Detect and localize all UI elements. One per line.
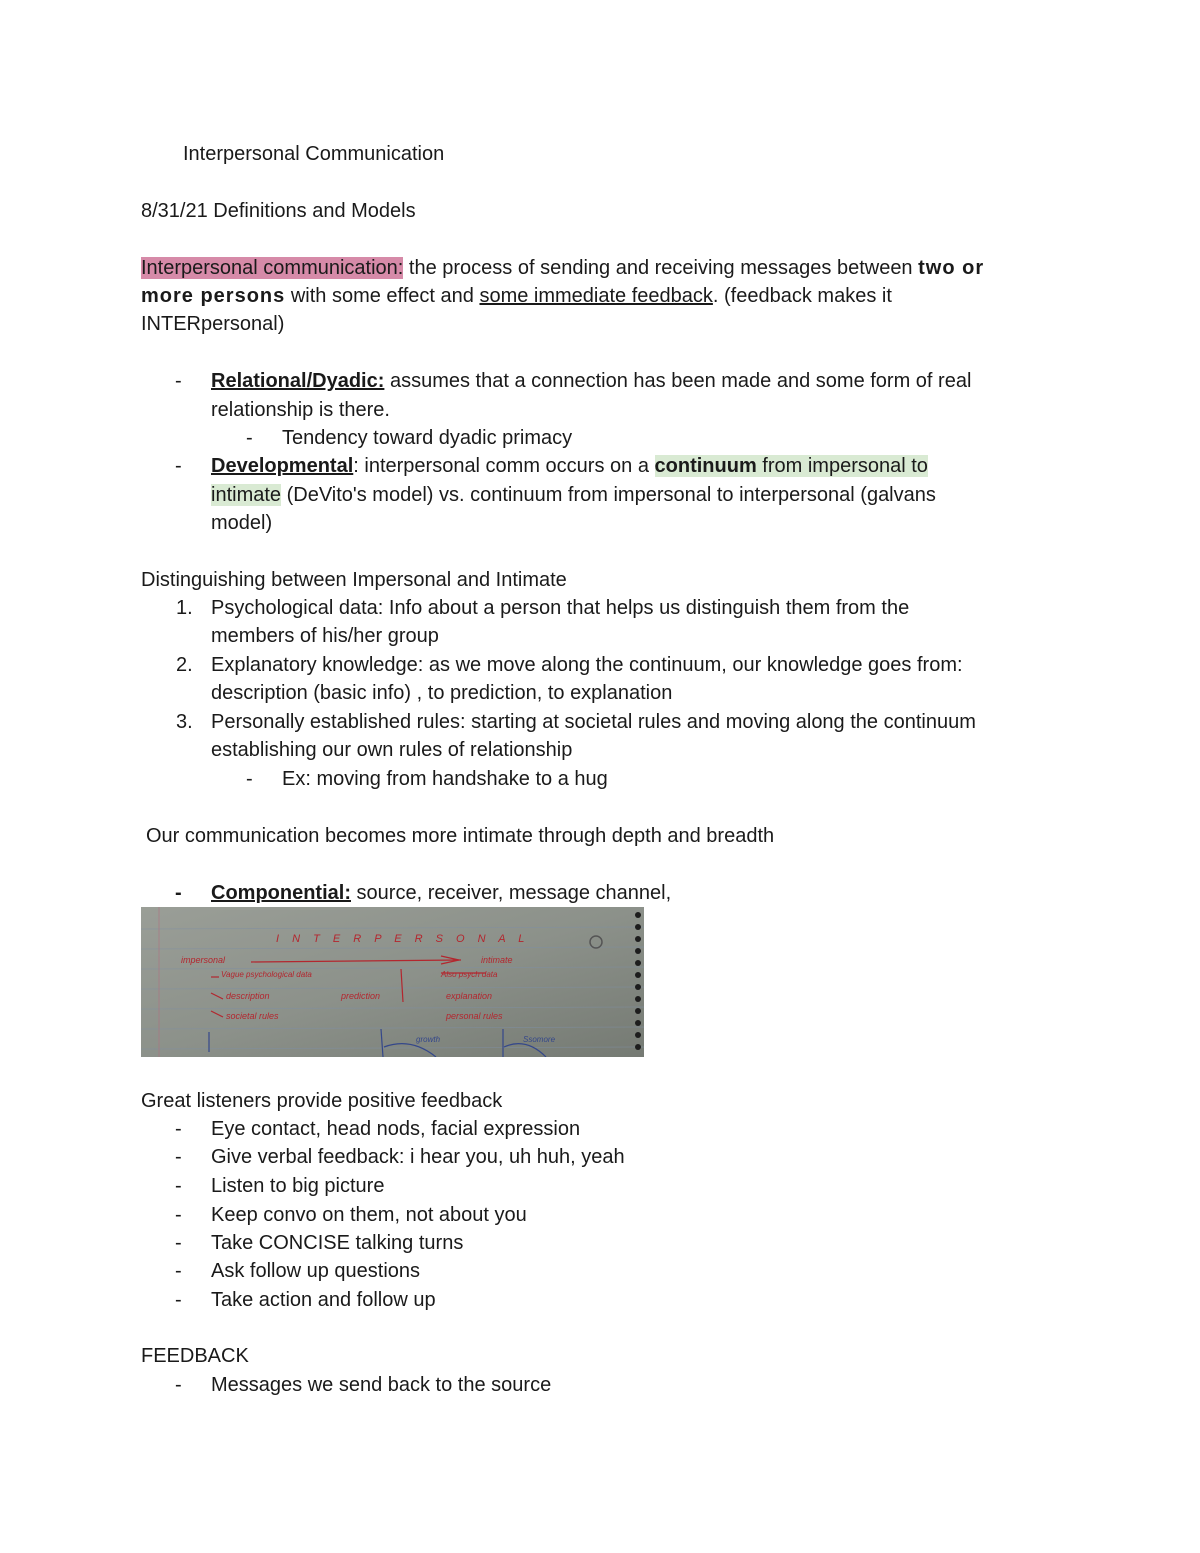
photo-label: Vague psychological data — [221, 970, 312, 979]
bullet-dash: - — [246, 768, 253, 790]
feedback-heading: FEEDBACK — [141, 1345, 249, 1367]
photo-label: explanation — [446, 991, 493, 1001]
list-item-cont: members of his/her group — [211, 625, 439, 647]
list-item: Explanatory knowledge: as we move along the continuum, our knowledge goes from: — [211, 654, 963, 676]
relational-sub: Tendency toward dyadic primacy — [282, 427, 573, 449]
notebook-photo-drawing — [141, 907, 644, 1057]
photo-label: description — [226, 991, 270, 1001]
intimacy-line: Our communication becomes more intimate through depth and breadth — [146, 825, 775, 847]
relational-term: Relational/Dyadic: — [211, 370, 385, 392]
photo-label: prediction — [341, 991, 381, 1001]
developmental-line-1: Developmental: interpersonal comm occurs on a continuum from impersonal to — [211, 455, 928, 477]
distinguishing-sub: Ex: moving from handshake to a hug — [282, 768, 608, 790]
list-number: 3. — [176, 711, 193, 733]
photo-label: societal rules — [226, 1011, 279, 1021]
componential-term: Componential: — [211, 882, 351, 904]
date-heading: 8/31/21 Definitions and Models — [141, 200, 416, 222]
relational-line-1: Relational/Dyadic: assumes that a connection has been made and some form of real — [211, 370, 972, 392]
list-item: Listen to big picture — [211, 1175, 385, 1197]
listeners-heading: Great listeners provide positive feedback — [141, 1090, 503, 1112]
list-number: 2. — [176, 654, 193, 676]
bullet-dash: - — [175, 1146, 182, 1168]
developmental-line-3: model) — [211, 512, 273, 534]
list-item: Take action and follow up — [211, 1289, 436, 1311]
bullet-dash: - — [175, 1289, 182, 1311]
bullet-dash: - — [175, 455, 182, 477]
list-item: Psychological data: Info about a person that helps us distinguish them from the — [211, 597, 910, 619]
photo-label: Also psych data — [441, 970, 498, 979]
relational-line-2: relationship is there. — [211, 399, 390, 421]
bullet-dash: - — [175, 1118, 182, 1140]
list-item: Give verbal feedback: i hear you, uh huh, yeah — [211, 1146, 625, 1168]
photo-header: I N T E R P E R S O N A L — [276, 933, 530, 945]
list-item-cont: description (basic info) , to prediction, to explanation — [211, 682, 673, 704]
list-item: Ask follow up questions — [211, 1260, 421, 1282]
bullet-dash: - — [175, 370, 182, 392]
bullet-dash: - — [175, 1232, 182, 1254]
bullet-dash: - — [175, 882, 182, 904]
photo-label: impersonal — [181, 955, 226, 965]
list-item: Keep convo on them, not about you — [211, 1204, 527, 1226]
list-item: Eye contact, head nods, facial expression — [211, 1118, 581, 1140]
bullet-dash: - — [175, 1175, 182, 1197]
bullet-dash: - — [175, 1260, 182, 1282]
componential-line: Componential: source, receiver, message channel, — [211, 882, 672, 904]
photo-label: personal rules — [446, 1011, 503, 1021]
list-item: Messages we send back to the source — [211, 1374, 552, 1396]
list-number: 1. — [176, 597, 193, 619]
developmental-term: Developmental — [211, 455, 354, 477]
photo-label: Ssomore — [523, 1035, 556, 1044]
developmental-line-2: intimate (DeVito's model) vs. continuum from impersonal to interpersonal (galvans — [211, 484, 936, 506]
definition-line-2: more persons with some effect and some immediate feedback. (feedback makes it — [141, 285, 892, 307]
bullet-dash: - — [175, 1204, 182, 1226]
bullet-dash: - — [175, 1374, 182, 1396]
photo-label: intimate — [481, 955, 513, 965]
bullet-dash: - — [246, 427, 253, 449]
definition-line-3: INTERpersonal) — [141, 313, 285, 335]
definition-line-1: Interpersonal communication: the process of sending and receiving messages between two or — [141, 257, 985, 279]
list-item-cont: establishing our own rules of relationship — [211, 739, 573, 761]
document-title: Interpersonal Communication — [183, 143, 445, 165]
photo-label: growth — [416, 1035, 441, 1044]
list-item: Personally established rules: starting at societal rules and moving along the continuum — [211, 711, 976, 733]
distinguishing-heading: Distinguishing between Impersonal and Intimate — [141, 569, 567, 591]
list-item: Take CONCISE talking turns — [211, 1232, 464, 1254]
definition-term: Interpersonal communication: — [141, 257, 404, 279]
notebook-photo — [141, 907, 644, 1057]
